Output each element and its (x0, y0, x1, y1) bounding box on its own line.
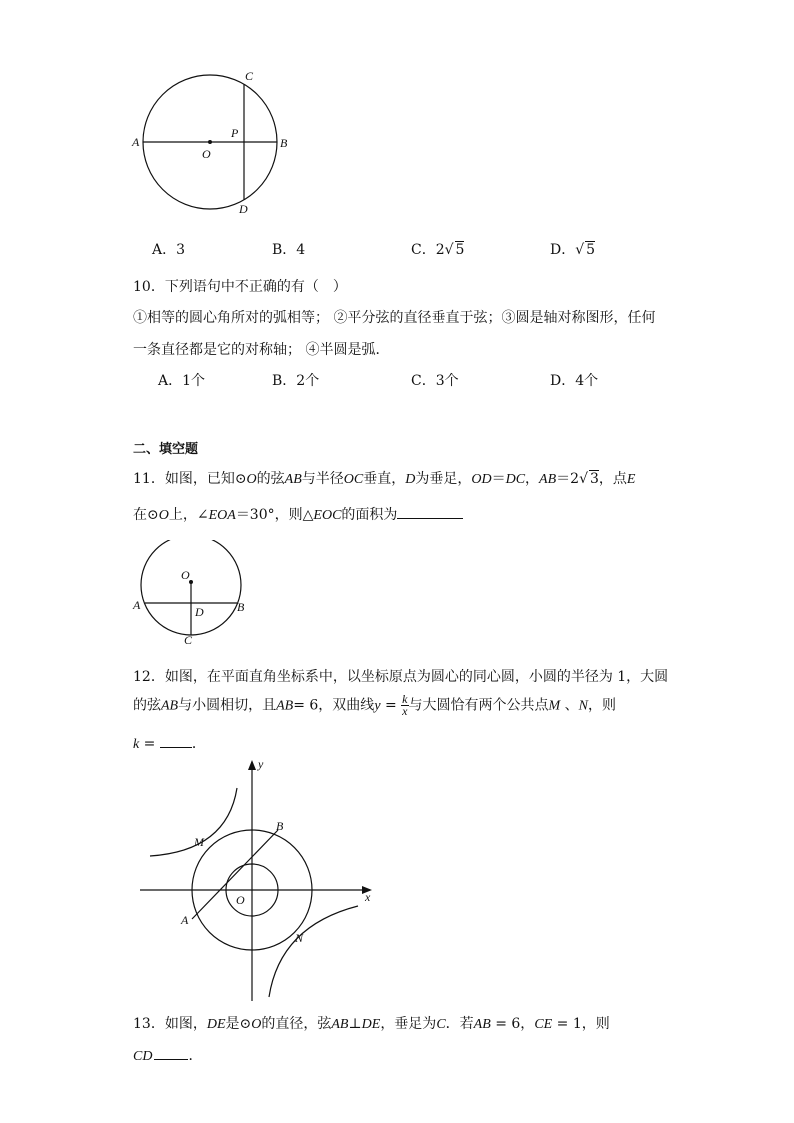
q12-text: 与大圆恰有两个公共点 (408, 697, 549, 714)
q12-text: 的弦 (133, 697, 161, 714)
label-b: B (280, 136, 288, 150)
q11-text: ＝2 (556, 471, 580, 487)
q9-option-d: D．√ 5 (550, 242, 596, 258)
label-c: C (245, 69, 254, 83)
q13-var: AB (473, 1017, 491, 1032)
q11-var: AB (539, 472, 557, 487)
q11-text: 垂直， (363, 471, 406, 487)
label-p: P (231, 126, 239, 140)
q9-option-c-prefix: C．2 (411, 242, 445, 258)
label-y: y (258, 757, 264, 771)
figure-q9-circle (128, 62, 298, 222)
q10-line1: ①相等的圆心角所对的弧相等； ②平分弦的直径垂直于弦；③圆是轴对称图形，任何 (133, 310, 656, 326)
q11-text: 上，∠ (168, 507, 209, 523)
q13-var: AB (331, 1017, 349, 1032)
q13-text: ，垂足为 (380, 1016, 437, 1032)
q13-var: C (436, 1017, 446, 1032)
q10-option-c: C．3个 (411, 373, 459, 389)
q12-answer-blank[interactable] (160, 735, 192, 748)
q11-text: 的弦 (256, 471, 285, 487)
label-n: N (295, 931, 304, 945)
label-d: D (239, 202, 248, 216)
q12-var: AB (276, 698, 294, 714)
label-o: O (181, 568, 190, 582)
q12-fraction (401, 694, 408, 717)
q12-text: 、 (560, 697, 579, 714)
q11-text: 在⊙ (133, 507, 159, 523)
q13-var: CE (534, 1017, 553, 1032)
q11-text: 11．如图，已知⊙ (133, 471, 247, 487)
q12-var: k (133, 737, 140, 752)
q13-text: = 6， (490, 1016, 535, 1032)
center-dot (208, 140, 212, 144)
q13-text: ．若 (445, 1016, 474, 1032)
q12-text: = 6，双曲线 (293, 697, 375, 714)
q13-var: O (251, 1017, 262, 1032)
q11-text: ，点 (598, 471, 627, 487)
q11-var: DC (505, 472, 526, 487)
q9-option-c-radicand: 5 (455, 242, 465, 258)
label-o: O (236, 893, 245, 907)
q12-text: 与小圆相切，且 (178, 697, 277, 714)
q13-text: ⊥ (348, 1016, 362, 1032)
q11-var: EOA (208, 508, 236, 523)
q9-option-b: B．4 (272, 242, 306, 258)
q10-option-b: B．2个 (272, 373, 320, 389)
hyperbola-right (269, 906, 358, 997)
q11-var: OC (343, 472, 364, 487)
q13-var: DE (361, 1017, 381, 1032)
label-b: B (237, 600, 245, 614)
q11-line2 (133, 504, 463, 524)
label-a: A (181, 913, 189, 927)
q12-text: ． (191, 736, 206, 752)
q13-text: 是⊙ (225, 1016, 252, 1032)
q11-text: ＝ (491, 471, 506, 487)
label-d: D (195, 605, 204, 619)
y-axis-arrow (248, 760, 256, 770)
q10-option-d: D．4个 (550, 373, 599, 389)
q11-var: E (626, 472, 636, 487)
q13-var: DE (206, 1017, 226, 1032)
q11-var: O (246, 472, 257, 487)
q12-text: = (139, 736, 160, 752)
q9-option-a: A．3 (152, 242, 186, 258)
q11-text: ＝30°，则△ (235, 507, 314, 523)
q10-stem: 10．下列语句中不正确的有（ ） (133, 279, 347, 295)
q10-line2: 一条直径都是它的对称轴； ④半圆是弧． (133, 342, 390, 358)
q12-text: ，则 (587, 697, 616, 714)
label-m: M (194, 835, 204, 849)
q11-line1: 11．如图，已知⊙O的弦AB与半径OC垂直，D为垂足，OD＝DC，AB＝2√ 3，点E (133, 471, 636, 487)
q12-text: = (380, 697, 402, 714)
q12-var: y (374, 698, 381, 714)
q13-var: CD (133, 1049, 153, 1064)
q11-answer-blank[interactable] (397, 506, 463, 519)
q12-var: M (548, 698, 561, 714)
q13-answer-blank[interactable] (154, 1047, 188, 1060)
q11-text: ， (525, 471, 540, 487)
q13-text: = 1，则 (552, 1016, 610, 1032)
label-o: O (202, 147, 211, 161)
label-x: x (365, 890, 371, 904)
q13-text: ． (188, 1048, 203, 1064)
q11-radicand: 3 (590, 471, 599, 487)
q13-line2 (133, 1045, 202, 1065)
label-b: B (276, 819, 284, 833)
q13-text: 的直径，弦 (261, 1016, 332, 1032)
q10-option-a: A．1个 (158, 373, 206, 389)
q9-option-d-radicand: 5 (586, 242, 596, 258)
q12-var: AB (161, 698, 179, 714)
q11-var: EOC (313, 508, 342, 523)
q11-text: 为垂足， (415, 471, 472, 487)
label-a: A (133, 598, 141, 612)
label-c: C (184, 633, 193, 647)
q11-text: 与半径 (301, 471, 344, 487)
chord-ab (192, 830, 278, 919)
q11-text: 的面积为 (341, 507, 398, 523)
q11-var: O (158, 508, 169, 523)
q13-text: 13．如图， (133, 1016, 207, 1032)
figure-q12-coordinate (132, 756, 382, 1006)
q12-var: N (578, 698, 588, 714)
figure-q11-circle (128, 540, 258, 650)
q13-line1 (133, 1013, 610, 1033)
q12-line2 (133, 694, 616, 717)
section-heading: 二、填空题 (133, 442, 199, 457)
q12-numerator: k (402, 692, 408, 706)
q12-line3 (133, 733, 206, 753)
q12-denominator: x (402, 704, 408, 718)
q9-option-c: C．2√ 5 (411, 242, 465, 258)
q11-var: D (405, 472, 416, 487)
q9-option-d-prefix: D． (550, 242, 576, 258)
q12-line1: 12．如图，在平面直角坐标系中，以坐标原点为圆心的同心圆，小圆的半径为 1，大圆 (133, 669, 669, 685)
label-a: A (132, 135, 140, 149)
q11-var: OD (471, 472, 492, 487)
q11-var: AB (284, 472, 302, 487)
